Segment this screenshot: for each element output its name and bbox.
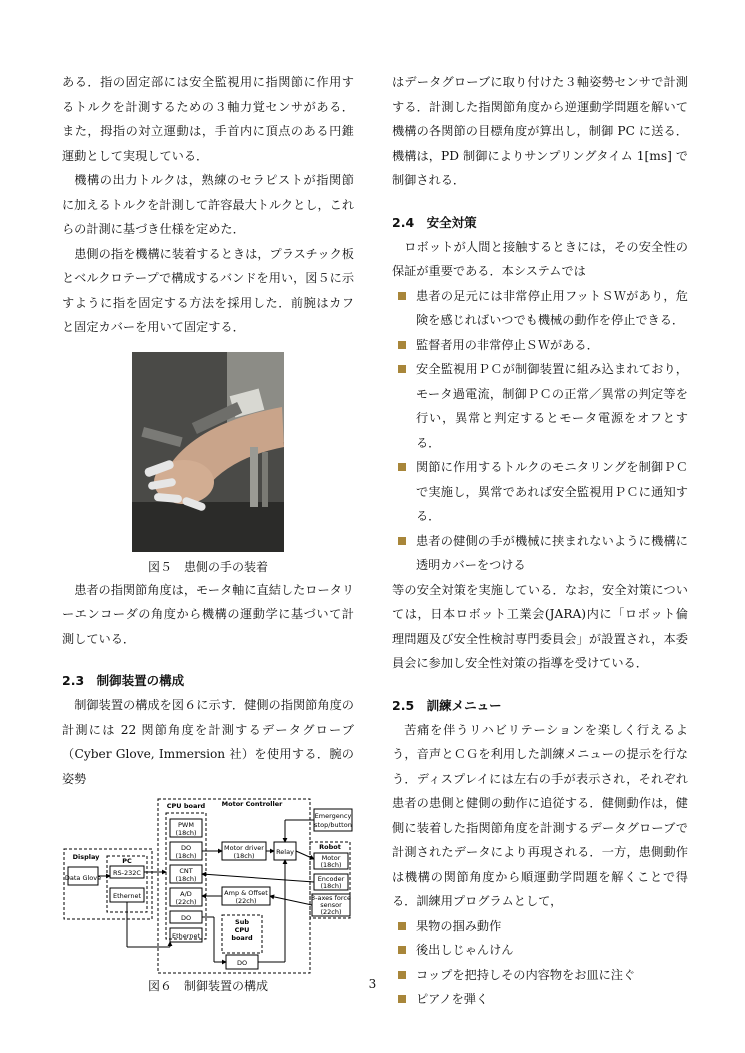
force-sensor-label-1: 3-axes force — [311, 894, 351, 902]
emergency-label-2: stop/button — [314, 821, 352, 829]
figure-5-caption: 図５ 患側の手の装着 — [147, 559, 268, 574]
section-2-4-heading: 2.4 安全対策 — [392, 214, 477, 230]
left-paragraph-5: 制御装置の構成を図６に示す．健側の指関節角度の計測には 22 関節角度を計測するデータグローブ（Cyber Glove, Immersion 社）を使用する．腕の姿勢 — [62, 698, 354, 786]
left-paragraph-4: 患者の指関節角度は，モータ軸に直結したロータリーエンコーダの角度から機構の運動学に基づいて計測している． — [62, 582, 355, 646]
list-item: ピアノを弾く — [392, 987, 688, 1012]
cpu-board-label: CPU board — [166, 802, 206, 810]
right-paragraph-2: ロボットが人間と接触するときには，その安全性の保証が重要である．本システムでは — [392, 239, 688, 278]
bullet-square-icon — [398, 463, 406, 471]
sub-cpu-label-3: board — [231, 934, 253, 942]
list-item: コップを把持しその内容物をお皿に注ぐ — [392, 963, 688, 988]
right-column — [392, 70, 688, 1012]
pwm-label: PWM — [178, 821, 194, 829]
safety-measures-list — [392, 284, 688, 578]
amp-label: Amp & Offset — [224, 889, 268, 897]
sub-cpu-label-2: CPU — [234, 926, 250, 934]
ad-ch-label: (22ch) — [175, 898, 197, 906]
force-sensor-label-2: sensor — [320, 901, 342, 909]
right-paragraph-3: 等の安全対策を実施している．なお，安全対策については，日本ロボット工業会(JARA)内に「ロボット倫理問題及び安全性検討専門委員会」が設置され，本委員会に参加し安全性対策の指導を受けている． — [392, 582, 688, 670]
figure-6-block-diagram — [62, 797, 354, 975]
ad-label: A/D — [180, 890, 192, 898]
cnt-label: CNT — [179, 867, 193, 875]
list-item: 安全監視用ＰＣが制御装置に組み込まれており，モータ過電流，制御ＰＣの正常／異常の判定等を行い，異常と判定するとモータ電源をオフとする． — [392, 357, 688, 455]
pc-label: PC — [122, 857, 132, 865]
sub-cpu-label-1: Sub — [235, 918, 249, 926]
list-item: 後出しじゃんけん — [392, 938, 688, 963]
motor-ch-label: (18ch) — [320, 861, 342, 869]
emergency-label-1: Emergency — [314, 812, 352, 820]
left-paragraph-3: 患側の指を機構に装着するときは，プラスチック板とベルクロテープで構成するバンドを用い，図５に示すように指を固定する方法を採用した．前腕はカフと固定カバーを用いて固定する． — [62, 246, 355, 334]
training-menu-list — [392, 914, 688, 1012]
force-sensor-ch-label: (22ch) — [320, 908, 342, 916]
motor-driver-label: Motor driver — [224, 844, 264, 852]
relay-label: Relay — [276, 848, 294, 856]
encoder-label: Encoder — [317, 875, 345, 883]
do2-label: DO — [180, 914, 192, 922]
encoder-ch-label: (18ch) — [320, 882, 342, 890]
figure-6-caption: 図６ 制御装置の構成 — [147, 979, 268, 993]
hand-device-illustration — [132, 352, 284, 552]
bullet-square-icon — [398, 292, 406, 300]
left-paragraph-2: 機構の出力トルクは，熟練のセラピストが指関節に加えるトルクを計測して許容最大トルクとし，これらの計測に基づき仕様を定めた． — [62, 173, 355, 236]
motor-label: Motor — [321, 854, 341, 862]
rs232c-label: RS-232C — [113, 869, 141, 877]
list-item: 患者の足元には非常停止用フットＳＷがあり，危険を感じればいつでも機械の動作を停止できる． — [392, 284, 688, 333]
left-paragraph-1: ある．指の固定部には安全監視用に指関節に作用するトルクを計測するための３軸力覚センサがある．また，拇指の対立運動は，手首内に頂点のある円錐運動として実現している． — [62, 75, 354, 163]
bullet-square-icon — [398, 922, 406, 930]
data-glove-label: Data Glove — [64, 874, 102, 882]
section-2-5-heading: 2.5 訓練メニュー — [392, 697, 502, 713]
list-item: 監督者用の非常停止ＳＷがある． — [392, 333, 688, 358]
list-item: 果物の掴み動作 — [392, 914, 688, 939]
page-number: 3 — [368, 977, 377, 991]
list-item: 関節に作用するトルクのモニタリングを制御ＰＣで実施し，異常であれば安全監視用ＰＣに通知する． — [392, 455, 688, 529]
display-label: Display — [72, 853, 100, 861]
figure-5-photo — [132, 352, 284, 552]
cnt-ch-label: (18ch) — [175, 875, 197, 883]
do1-ch-label: (18ch) — [175, 852, 197, 860]
ethernet-cpu-label: Ethernet — [172, 932, 200, 940]
motor-controller-label: Motor Controller — [221, 800, 283, 808]
bullet-square-icon — [398, 341, 406, 349]
right-paragraph-4: 苦痛を伴うリハビリテーションを楽しく行えるよう，音声とＣＧを利用した訓練メニューの提示を行なう．ディスプレイには左右の手が表示され，それぞれ患者の患側と健側の動作に追従する．健側動作は，健側に装着した指関節角度を計測するデータグローブで計測されたデータにより再現される．一方，患側動作は機構の関節角度から順運動学問題を解くことで得る．訓練用プログラムとして， — [392, 722, 688, 908]
robot-label: Robot — [319, 843, 341, 851]
motor-driver-ch-label: (18ch) — [233, 852, 255, 860]
section-2-3-heading: 2.3 制御装置の構成 — [62, 673, 185, 688]
bullet-square-icon — [398, 537, 406, 545]
amp-ch-label: (22ch) — [235, 897, 257, 905]
pwm-ch-label: (18ch) — [175, 829, 197, 837]
do1-label: DO — [180, 844, 192, 852]
do3-label: DO — [236, 959, 248, 967]
left-column — [62, 70, 354, 997]
right-paragraph-1: はデータグローブに取り付けた３軸姿勢センサで計測する．計測した指関節角度から逆運動学問題を解いて機構の各関節の目標角度が算出し，制御 PC に送る．機構は，PD 制御によりサンプリングタイム 1[ms] で制御される． — [392, 75, 688, 187]
list-item: 患者の健側の手が機械に挟まれないように機構に透明カバーをつける — [392, 529, 688, 578]
bullet-square-icon — [398, 946, 406, 954]
ethernet-pc-label: Ethernet — [113, 892, 141, 900]
bullet-square-icon — [398, 365, 406, 373]
